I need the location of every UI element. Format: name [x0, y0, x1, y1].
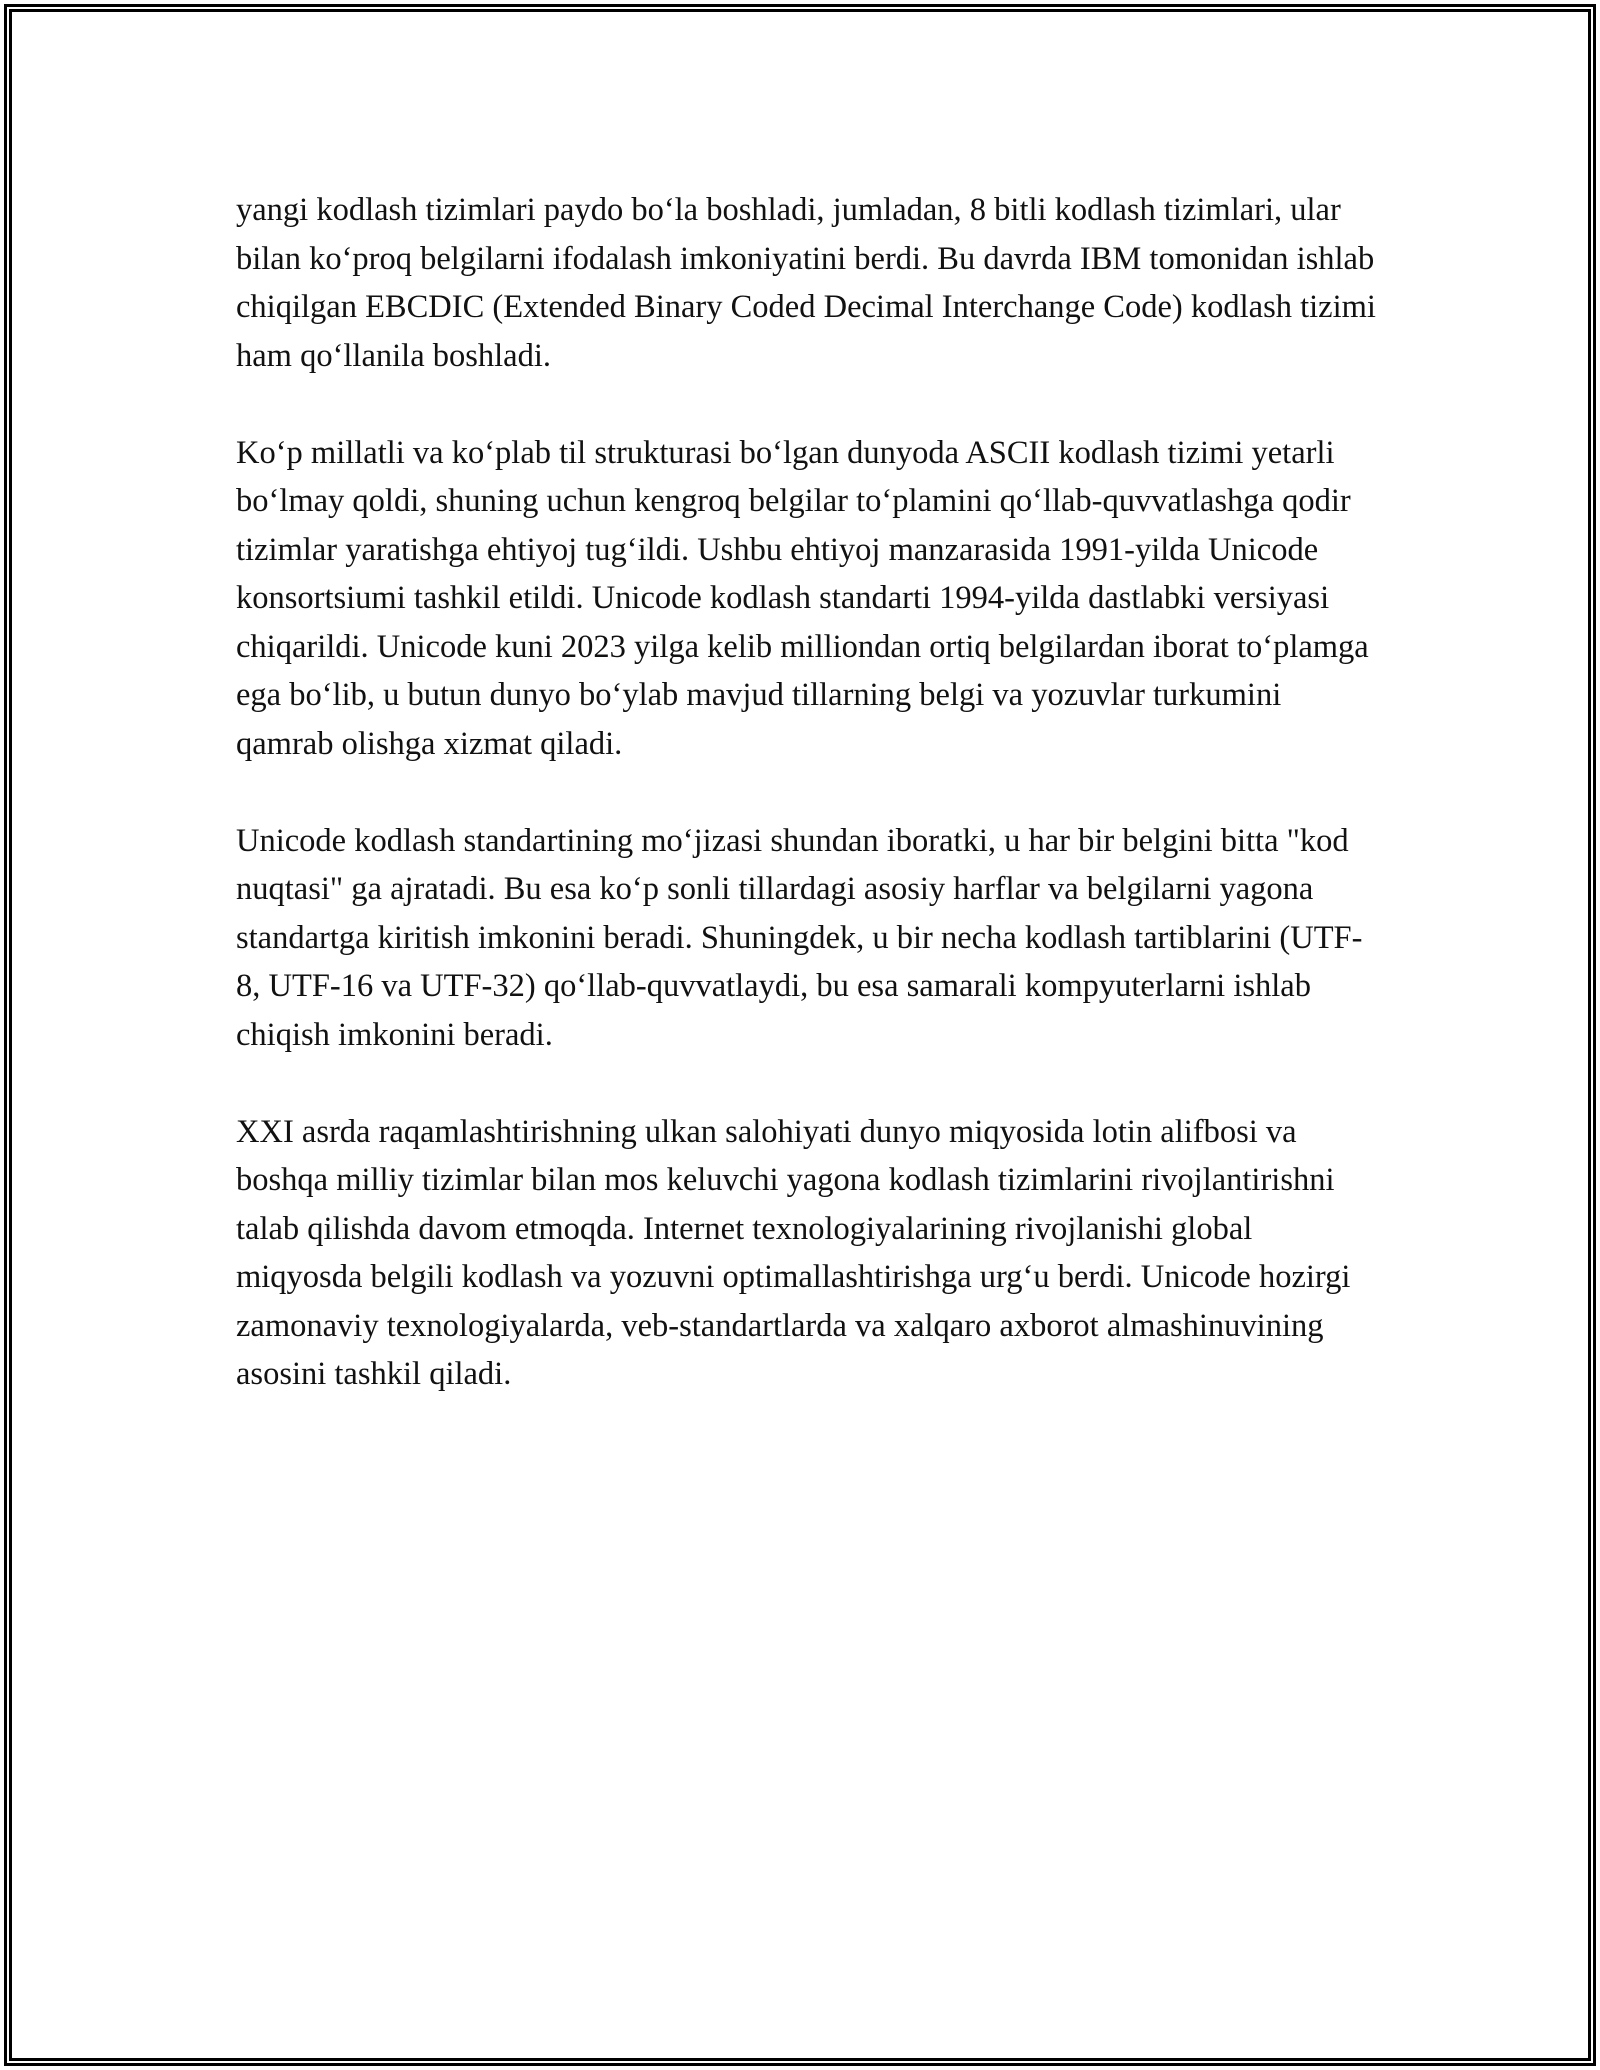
- paragraph-encoding-history: yangi kodlash tizimlari paydo bo‘la boshladi, jumladan, 8 bitli kodlash tizimlari, ular bilan ko‘proq belgilarni ifodalash imkoniyatini berdi. Bu davrda IBM tomonidan ishlab chiqilgan EBCDIC (Extended Binary Coded Decimal Interchange Code) kodlash tizimi ham qo‘llanila boshladi.: [236, 192, 1376, 374]
- paragraph-unicode-origin: Ko‘p millatli va ko‘plab til strukturasi bo‘lgan dunyoda ASCII kodlash tizimi yetarli bo‘lmay qoldi, shuning uchun kengroq belgilar to‘plamini qo‘llab-quvvatlashga qodir tizimlar yaratishga ehtiyoj tug‘ildi. Ushbu ehtiyoj manzarasida 1991-yilda Unicode konsortsiumi tashkil etildi. Unicode kodlash standarti 1994-yilda dastlabki versiyasi chiqarildi. Unicode kuni 2023 yilga kelib milliondan ortiq belgilardan iborat to‘plamga ega bo‘lib, u butun dunyo bo‘ylab mavjud tillarning belgi va yozuvlar turkumini qamrab olishga xizmat qiladi.: [236, 434, 1369, 762]
- paragraph-digitalization: XXI asrda raqamlashtirishning ulkan salohiyati dunyo miqyosida lotin alifbosi va boshqa milliy tizimlar bilan mos keluvchi yagona kodlash tizimlarini rivojlantirishni talab qilishda davom etmoqda. Internet texnologiyalarining rivojlanishi global miqyosda belgili kodlash va yozuvni optimallashtirishga urg‘u berdi. Unicode hozirgi zamonaviy texnologiyalarda, veb-standartlarda va xalqaro axborot almashinuvining asosini tashkil qiladi.: [236, 1113, 1351, 1392]
- paragraph-unicode-code-points: Unicode kodlash standartining mo‘jizasi shundan iboratki, u har bir belgini bitta "kod nuqtasi" ga ajratadi. Bu esa ko‘p sonli tillardagi asosiy harflar va belgilarni yagona standartga kiritish imkonini beradi. Shuningdek, u bir necha kodlash tartiblarini (UTF-8, UTF-16 va UTF-32) qo‘llab-quvvatlaydi, bu esa samarali kompyuterlarni ishlab chiqish imkonini beradi.: [236, 822, 1363, 1053]
- document-body: [236, 186, 1376, 1447]
